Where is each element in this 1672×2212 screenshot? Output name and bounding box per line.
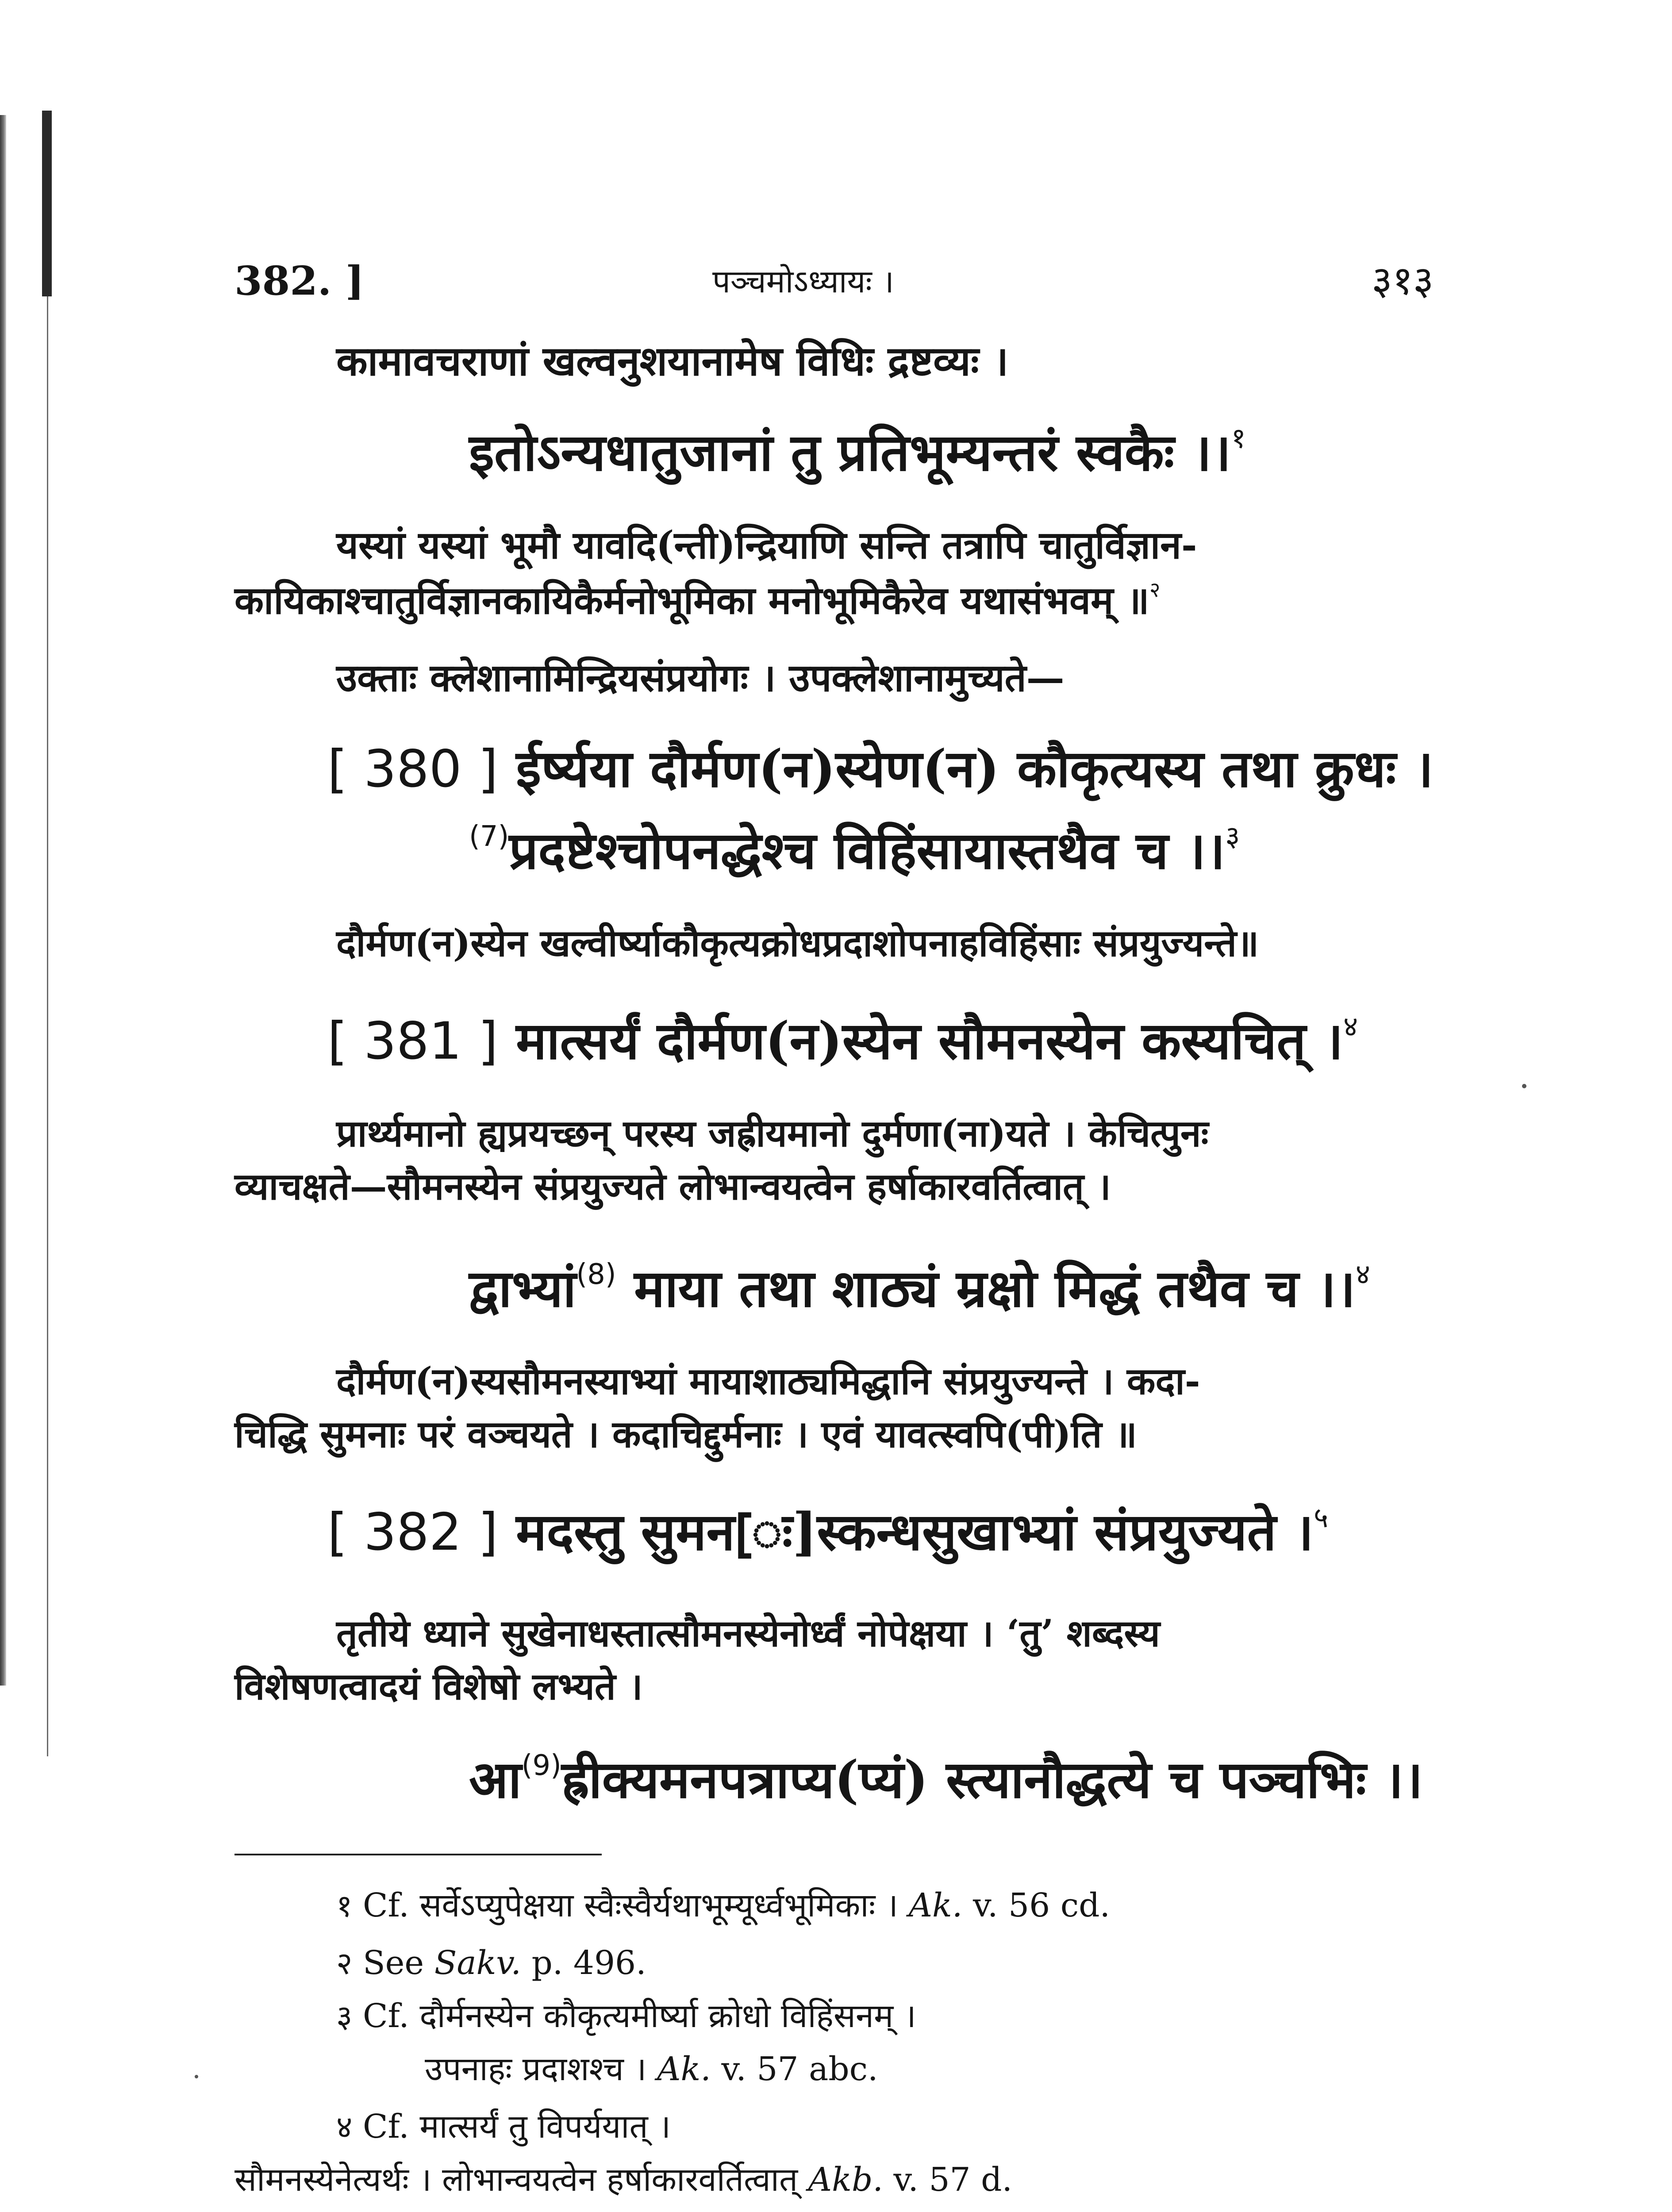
scan-speck [1522,1084,1526,1088]
footnote-2: २ See Sakv. p. 496. [336,1944,646,1982]
text-line: कायिकाश्चातुर्विज्ञानकायिकैर्मनोभूमिका मनोभूमिकैरेव यथासंभवम् ॥$^२$ [234,578,1161,623]
page-number: ३१३ [1372,257,1434,304]
binding-shadow [42,111,52,296]
footnote-ref: १ [1231,422,1246,455]
text-line: चिद्धि सुमनाः परं वञ्चयते । कदाचिद्दुर्मनाः । एवं यावत्स्वपि(पी)ति ॥ [234,1412,1137,1456]
footnote-rule [234,1854,602,1855]
verse-number: [ 382 ] [327,1502,498,1563]
footnote-3: ३ Cf. दौर्मनस्येन कौकृत्यमीर्ष्या क्रोधो विहिंसनम् । [336,1997,916,2035]
verse-line: द्वाभ्यां$^{(8)}$ माया तथा शाठ्यं म्रक्षो मिद्धं तथैव च ।।$^४$ [469,1258,1370,1319]
running-head: पञ्चमोऽध्यायः । [712,263,894,300]
page-ref: 382. ] [234,257,365,304]
marginal-mark: (9) [521,1749,561,1782]
verse-382: [ 382 ] मदस्तु सुमन[ः]स्कन्धसुखाभ्यां संप्रयुज्यते ।$^५$ [327,1502,1329,1563]
verse-number: [ 380 ] [327,739,498,799]
footnote-1: १ Cf. सर्वेऽप्युपेक्षया स्वैःस्वैर्यथाभूम्यूर्ध्वभूमिकाः । Ak. v. 56 cd. [336,1886,1111,1924]
marginal-mark: (7) [469,820,509,853]
scan-speck [195,2075,198,2078]
verse-380: [ 380 ] ईर्ष्यया दौर्मण(न)स्येण(न) कौकृत्यस्य तथा क्रुधः । [327,739,1434,799]
text-line: प्रार्थ्यमानो ह्यप्रयच्छन् परस्य जह्रीयमानो दुर्मणा(ना)यते । केचित्पुनः [336,1111,1209,1155]
footnote-4-line2: सौमनस्येनेत्यर्थः । लोभान्वयत्वेन हर्षाकारवर्तित्वात् Akb. v. 57 d. [234,2161,1013,2199]
text-line: कामावचराणां खल्वनुशयानामेष विधिः द्रष्टव्यः । [336,337,1009,385]
text-line: व्याचक्षते—सौमनस्येन संप्रयुज्यते लोभान्वयत्वेन हर्षाकारवर्तित्वात् । [234,1164,1111,1208]
footnote-4: ४ Cf. मात्सर्यं तु विपर्ययात् । [336,2108,671,2146]
footnote-ref: ५ [1314,1502,1329,1534]
verse-number: [ 381 ] [327,1011,498,1071]
text-line: तृतीये ध्याने सुखेनाधस्तात्सौमनस्येनोर्ध्वं नोपेक्षया । ‘तु’ शब्दस्य [336,1611,1160,1655]
verse-381: [ 381 ] मात्सर्यं दौर्मण(न)स्येन सौमनस्येन कस्यचित् ।$^४$ [327,1010,1358,1071]
text-line: दौर्मण(न)स्येन खल्वीर्ष्याकौकृत्यक्रोधप्रदाशोपनाहविहिंसाः संप्रयुज्यन्ते॥ [336,921,1259,965]
footnote-ref: ४ [1355,1258,1370,1291]
binding-edge [0,115,6,1686]
text-line: यस्यां यस्यां भूमौ यावदि(न्ती)न्द्रियाणि सन्ति तत्रापि चातुर्विज्ञान- [336,523,1197,568]
footnote-ref: ४ [1343,1010,1358,1043]
binding-line [47,296,48,1756]
footnote-3-line2: उपनाहः प्रदाशश्च । Ak. v. 57 abc. [425,2050,878,2088]
verse-line: आ$^{(9)}$ह्रीक्यमनपत्राप्य(प्यं) स्त्यानौद्धत्ये च पञ्चभिः ।। [469,1749,1423,1810]
footnote-ref: ३ [1225,820,1240,853]
marginal-mark: (8) [576,1258,616,1291]
text-line: उक्ताः क्लेशानामिन्द्रियसंप्रयोगः । उपक्लेशानामुच्यते— [336,656,1065,700]
text-line: विशेषणत्वादयं विशेषो लभ्यते । [234,1664,643,1708]
verse-line: इतोऽन्यधातुजानां तु प्रतिभूम्यन्तरं स्वकैः ।।$^१$ [469,422,1246,483]
text-line: दौर्मण(न)स्यसौमनस्याभ्यां मायाशाठ्यमिद्धानि संप्रयुज्यन्ते । कदा- [336,1359,1200,1403]
footnote-ref: २ [1149,578,1161,602]
verse-line: $^{(7)}$प्रदष्टेश्चोपनद्धेश्च विहिंसायास्तथैव च ।।$^३$ [469,820,1240,881]
